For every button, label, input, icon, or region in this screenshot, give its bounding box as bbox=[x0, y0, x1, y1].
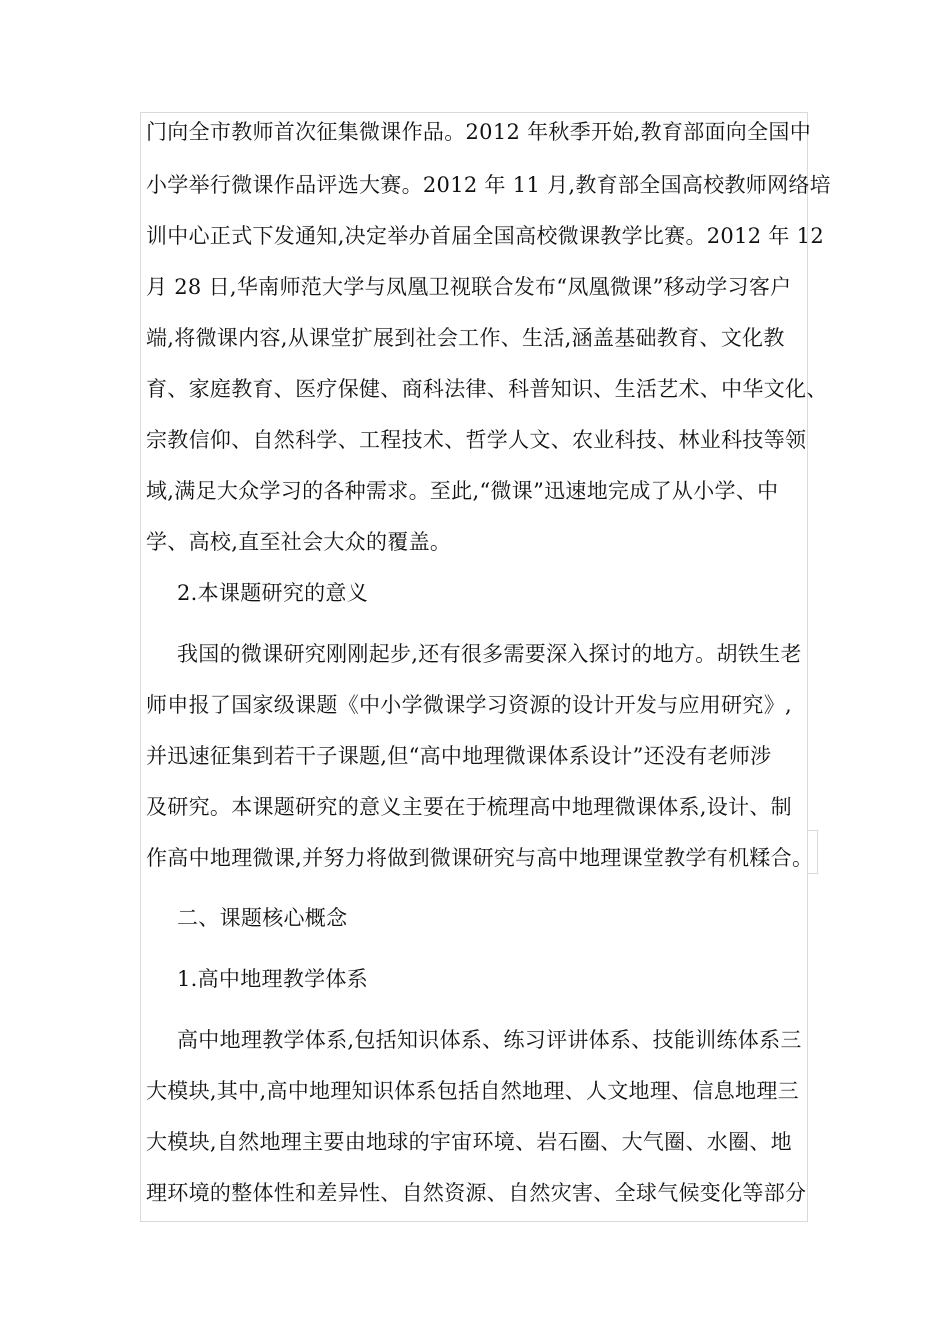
text-line: 小学举行微课作品评选大赛。2012 年 11 月,教育部全国高校教师网络培 bbox=[146, 173, 831, 197]
text-line: 大模块,其中,高中地理知识体系包括自然地理、人文地理、信息地理三 bbox=[146, 1079, 799, 1103]
text-line: 师申报了国家级课题《中小学微课学习资源的设计开发与应用研究》, bbox=[146, 693, 792, 717]
text-line: 理环境的整体性和差异性、自然资源、自然灾害、全球气候变化等部分 bbox=[146, 1181, 807, 1205]
text-line: 端,将微课内容,从课堂扩展到社会工作、生活,涵盖基础教育、文化教 bbox=[146, 326, 785, 350]
text-line: 大模块,自然地理主要由地球的宇宙环境、岩石圈、大气圈、水圈、地 bbox=[146, 1130, 792, 1154]
text-line: 育、家庭教育、医疗保健、商科法律、科普知识、生活艺术、中华文化、 bbox=[146, 377, 828, 401]
text-line: 宗教信仰、自然科学、工程技术、哲学人文、农业科技、林业科技等领 bbox=[146, 428, 807, 452]
text-line: 月 28 日,华南师范大学与凤凰卫视联合发布“凤凰微课”移动学习客户 bbox=[146, 275, 792, 299]
text-line: 门向全市教师首次征集微课作品。2012 年秋季开始,教育部面向全国中 bbox=[146, 120, 811, 144]
section-heading: 2.本课题研究的意义 bbox=[177, 581, 369, 605]
section-heading: 二、课题核心概念 bbox=[177, 906, 348, 930]
text-line: 作高中地理微课,并努力将做到微课研究与高中地理课堂教学有机糅合。 bbox=[146, 846, 814, 870]
subsection-heading: 1.高中地理教学体系 bbox=[177, 967, 369, 991]
text-line: 学、高校,直至社会大众的覆盖。 bbox=[146, 530, 452, 554]
text-line: 并迅速征集到若干子课题,但“高中地理微课体系设计”还没有老师涉 bbox=[146, 744, 772, 768]
text-line: 我国的微课研究刚刚起步,还有很多需要深入探讨的地方。胡铁生老 bbox=[177, 642, 802, 666]
text-line: 训中心正式下发通知,决定举办首届全国高校微课教学比赛。2012 年 12 bbox=[146, 224, 824, 248]
text-line: 高中地理教学体系,包括知识体系、练习评讲体系、技能训练体系三 bbox=[177, 1028, 802, 1052]
text-line: 及研究。本课题研究的意义主要在于梳理高中地理微课体系,设计、制 bbox=[146, 795, 792, 819]
text-line: 域,满足大众学习的各种需求。至此,“微课”迅速地完成了从小学、中 bbox=[146, 479, 779, 503]
